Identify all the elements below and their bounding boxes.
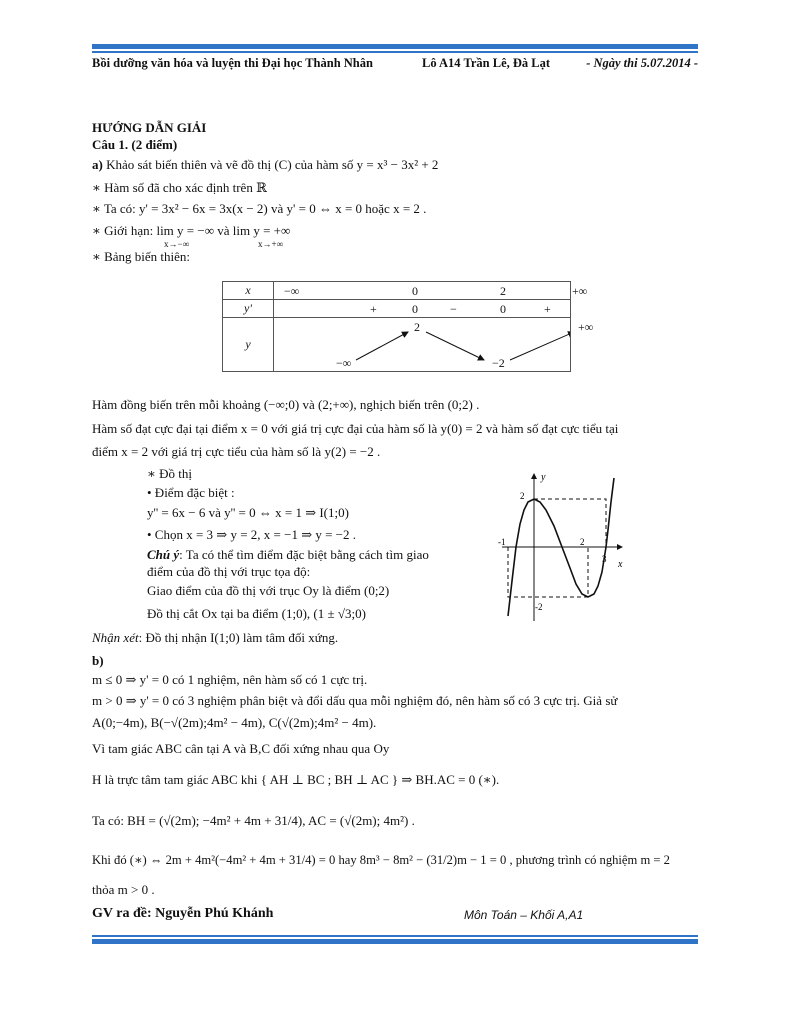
y-top-pos-inf: +∞ [578, 320, 594, 334]
sign-3: − [450, 302, 457, 316]
choose-points: • Chọn x = 3 ⇒ y = 2, x = −1 ⇒ y = −2 . [147, 527, 356, 542]
note-label: Chú ý [147, 547, 180, 562]
table-row-x-label: x [223, 282, 274, 300]
x-val-pos-inf: +∞ [572, 284, 588, 298]
footer-rule-thick [92, 939, 698, 944]
y-bottom-neg-2: −2 [492, 356, 505, 370]
header-right: - Ngày thi 5.07.2014 - [586, 56, 698, 70]
arrow-up-2 [510, 332, 570, 360]
note-line-2: điểm của đồ thị với trục tọa độ: [147, 564, 311, 579]
monotonic-text: Hàm đồng biến trên mỗi khoảng (−∞;0) và (2;+∞), nghịch biến trên (0;2) . [92, 397, 480, 412]
sign-1: + [370, 302, 377, 316]
arrow-up-1 [356, 332, 408, 360]
part-b-line-3: A(0;−4m), B(−√(2m);4m² − 4m), C(√(2m);4m² − 4m). [92, 715, 377, 730]
bullet-table: ∗ Bảng biến thiên: [92, 249, 191, 264]
second-derivative: y'' = 6x − 6 và y'' = 0 ⇔ x = 1 ⇒ I(1;0) [147, 505, 349, 520]
table-arrows [274, 318, 570, 372]
note-line-1 [147, 547, 429, 563]
label-x-3: 3 [602, 554, 607, 564]
bullet-domain: ∗ Hàm số đã cho xác định trên ℝ [92, 180, 267, 195]
part-b-line-2: m > 0 ⇒ y' = 0 có 3 nghiệm phân biệt và đổi dấu qua mỗi nghiệm đó, nên hàm số có 3 cực trị. Giả sử [92, 693, 618, 708]
table-row-y-label: y [223, 318, 274, 372]
dashed-min [508, 547, 588, 597]
dashed-max [534, 499, 606, 547]
function-graph [494, 466, 634, 626]
table-row-y-values [274, 318, 594, 372]
bullet-limit: ∗ Giới hạn: lim y = −∞ và lim y = +∞ [92, 223, 291, 238]
part-b-label: b) [92, 653, 104, 668]
footer-author: GV ra đề: Nguyễn Phú Khánh [92, 906, 274, 921]
limit-subscript-2: x→+∞ [258, 239, 283, 249]
extrema-line-1: Hàm số đạt cực đại tại điểm x = 0 với giá trị cực đại của hàm số là y(0) = 2 và hàm số đạt cực tiểu tại [92, 421, 619, 436]
graph-title: ∗ Đồ thị [147, 466, 192, 481]
part-b-line-8: thỏa m > 0 . [92, 882, 155, 897]
part-a-text: Khảo sát biến thiên và vẽ đồ thị (C) của hàm số y = x³ − 3x² + 2 [106, 157, 439, 172]
header-rule-thick [92, 44, 698, 49]
part-a-line [92, 157, 438, 173]
table-row-yp-label: y' [223, 300, 274, 318]
x-val-2: 2 [500, 284, 506, 298]
sign-4: 0 [500, 302, 506, 316]
note-line-3: Giao điểm của đồ thị với trục Oy là điểm (0;2) [147, 583, 390, 598]
note-text-1: : Ta có thể tìm điểm đặc biệt bằng cách tìm giao [179, 547, 429, 562]
sign-5: + [544, 302, 551, 316]
remark-line [92, 630, 338, 646]
y-bottom-neg-inf: −∞ [336, 356, 352, 370]
label-y-neg2: -2 [535, 602, 543, 612]
part-b-line-5: H là trực tâm tam giác ABC khi { AH ⊥ BC ; BH ⊥ AC } ⇒ BH.AC = 0 (∗). [92, 772, 500, 787]
note-line-4: Đồ thị cắt Ox tại ba điểm (1;0), (1 ± √3;0) [147, 606, 366, 621]
footer-subject: Môn Toán – Khối A,A1 [464, 908, 584, 922]
sign-2: 0 [412, 302, 418, 316]
variation-table [222, 281, 594, 372]
remark-label: Nhận xét [92, 630, 139, 645]
remark-text: : Đồ thị nhận I(1;0) làm tâm đối xứng. [138, 630, 339, 645]
special-points-title: • Điểm đặc biệt : [147, 485, 235, 500]
table-row-yp-signs [274, 300, 571, 318]
header-rule-thin [92, 51, 698, 53]
header-center: Lô A14 Trần Lê, Đà Lạt [422, 56, 551, 70]
page-title: HƯỚNG DẪN GIẢI [92, 120, 207, 135]
y-axis-label: y [541, 472, 546, 483]
bullet-derivative: ∗ Ta có: y' = 3x² − 6x = 3x(x − 2) và y' = 0 ⇔ x = 0 hoặc x = 2 . [92, 201, 427, 216]
x-axis-label: x [618, 559, 623, 570]
part-a-label: a) [92, 157, 103, 172]
extrema-line-2: điểm x = 2 với giá trị cực tiểu của hàm số là y(2) = −2 . [92, 444, 381, 459]
part-b-line-7: Khi đó (∗) ⇔ 2m + 4m²(−4m² + 4m + 31/4) = 0 hay 8m³ − 8m² − (31/2)m − 1 = 0 , phương trình có nghiệm m = 2 [92, 853, 670, 867]
page-header [92, 56, 698, 71]
x-val-0: 0 [412, 284, 418, 298]
header-left: Bồi dưỡng văn hóa và luyện thi Đại học Thành Nhân [92, 56, 373, 70]
part-b-line-1: m ≤ 0 ⇒ y' = 0 có 1 nghiệm, nên hàm số có 1 cực trị. [92, 672, 368, 687]
x-val-neg-inf: −∞ [284, 284, 300, 298]
limit-subscript-1: x→−∞ [164, 239, 189, 249]
label-x-neg1: -1 [498, 537, 506, 547]
table-row-x-values [274, 282, 588, 300]
part-b-line-6: Ta có: BH = (√(2m); −4m² + 4m + 31/4), AC = (√(2m); 4m²) . [92, 813, 415, 828]
y-top-2: 2 [414, 320, 420, 334]
arrow-down [426, 332, 484, 360]
label-x-2: 2 [580, 537, 585, 547]
footer-rule-thin [92, 935, 698, 937]
label-y-2: 2 [520, 491, 525, 501]
question-1-heading: Câu 1. (2 điểm) [92, 137, 178, 152]
part-b-line-4: Vì tam giác ABC cân tại A và B,C đối xứng nhau qua Oy [92, 741, 390, 756]
